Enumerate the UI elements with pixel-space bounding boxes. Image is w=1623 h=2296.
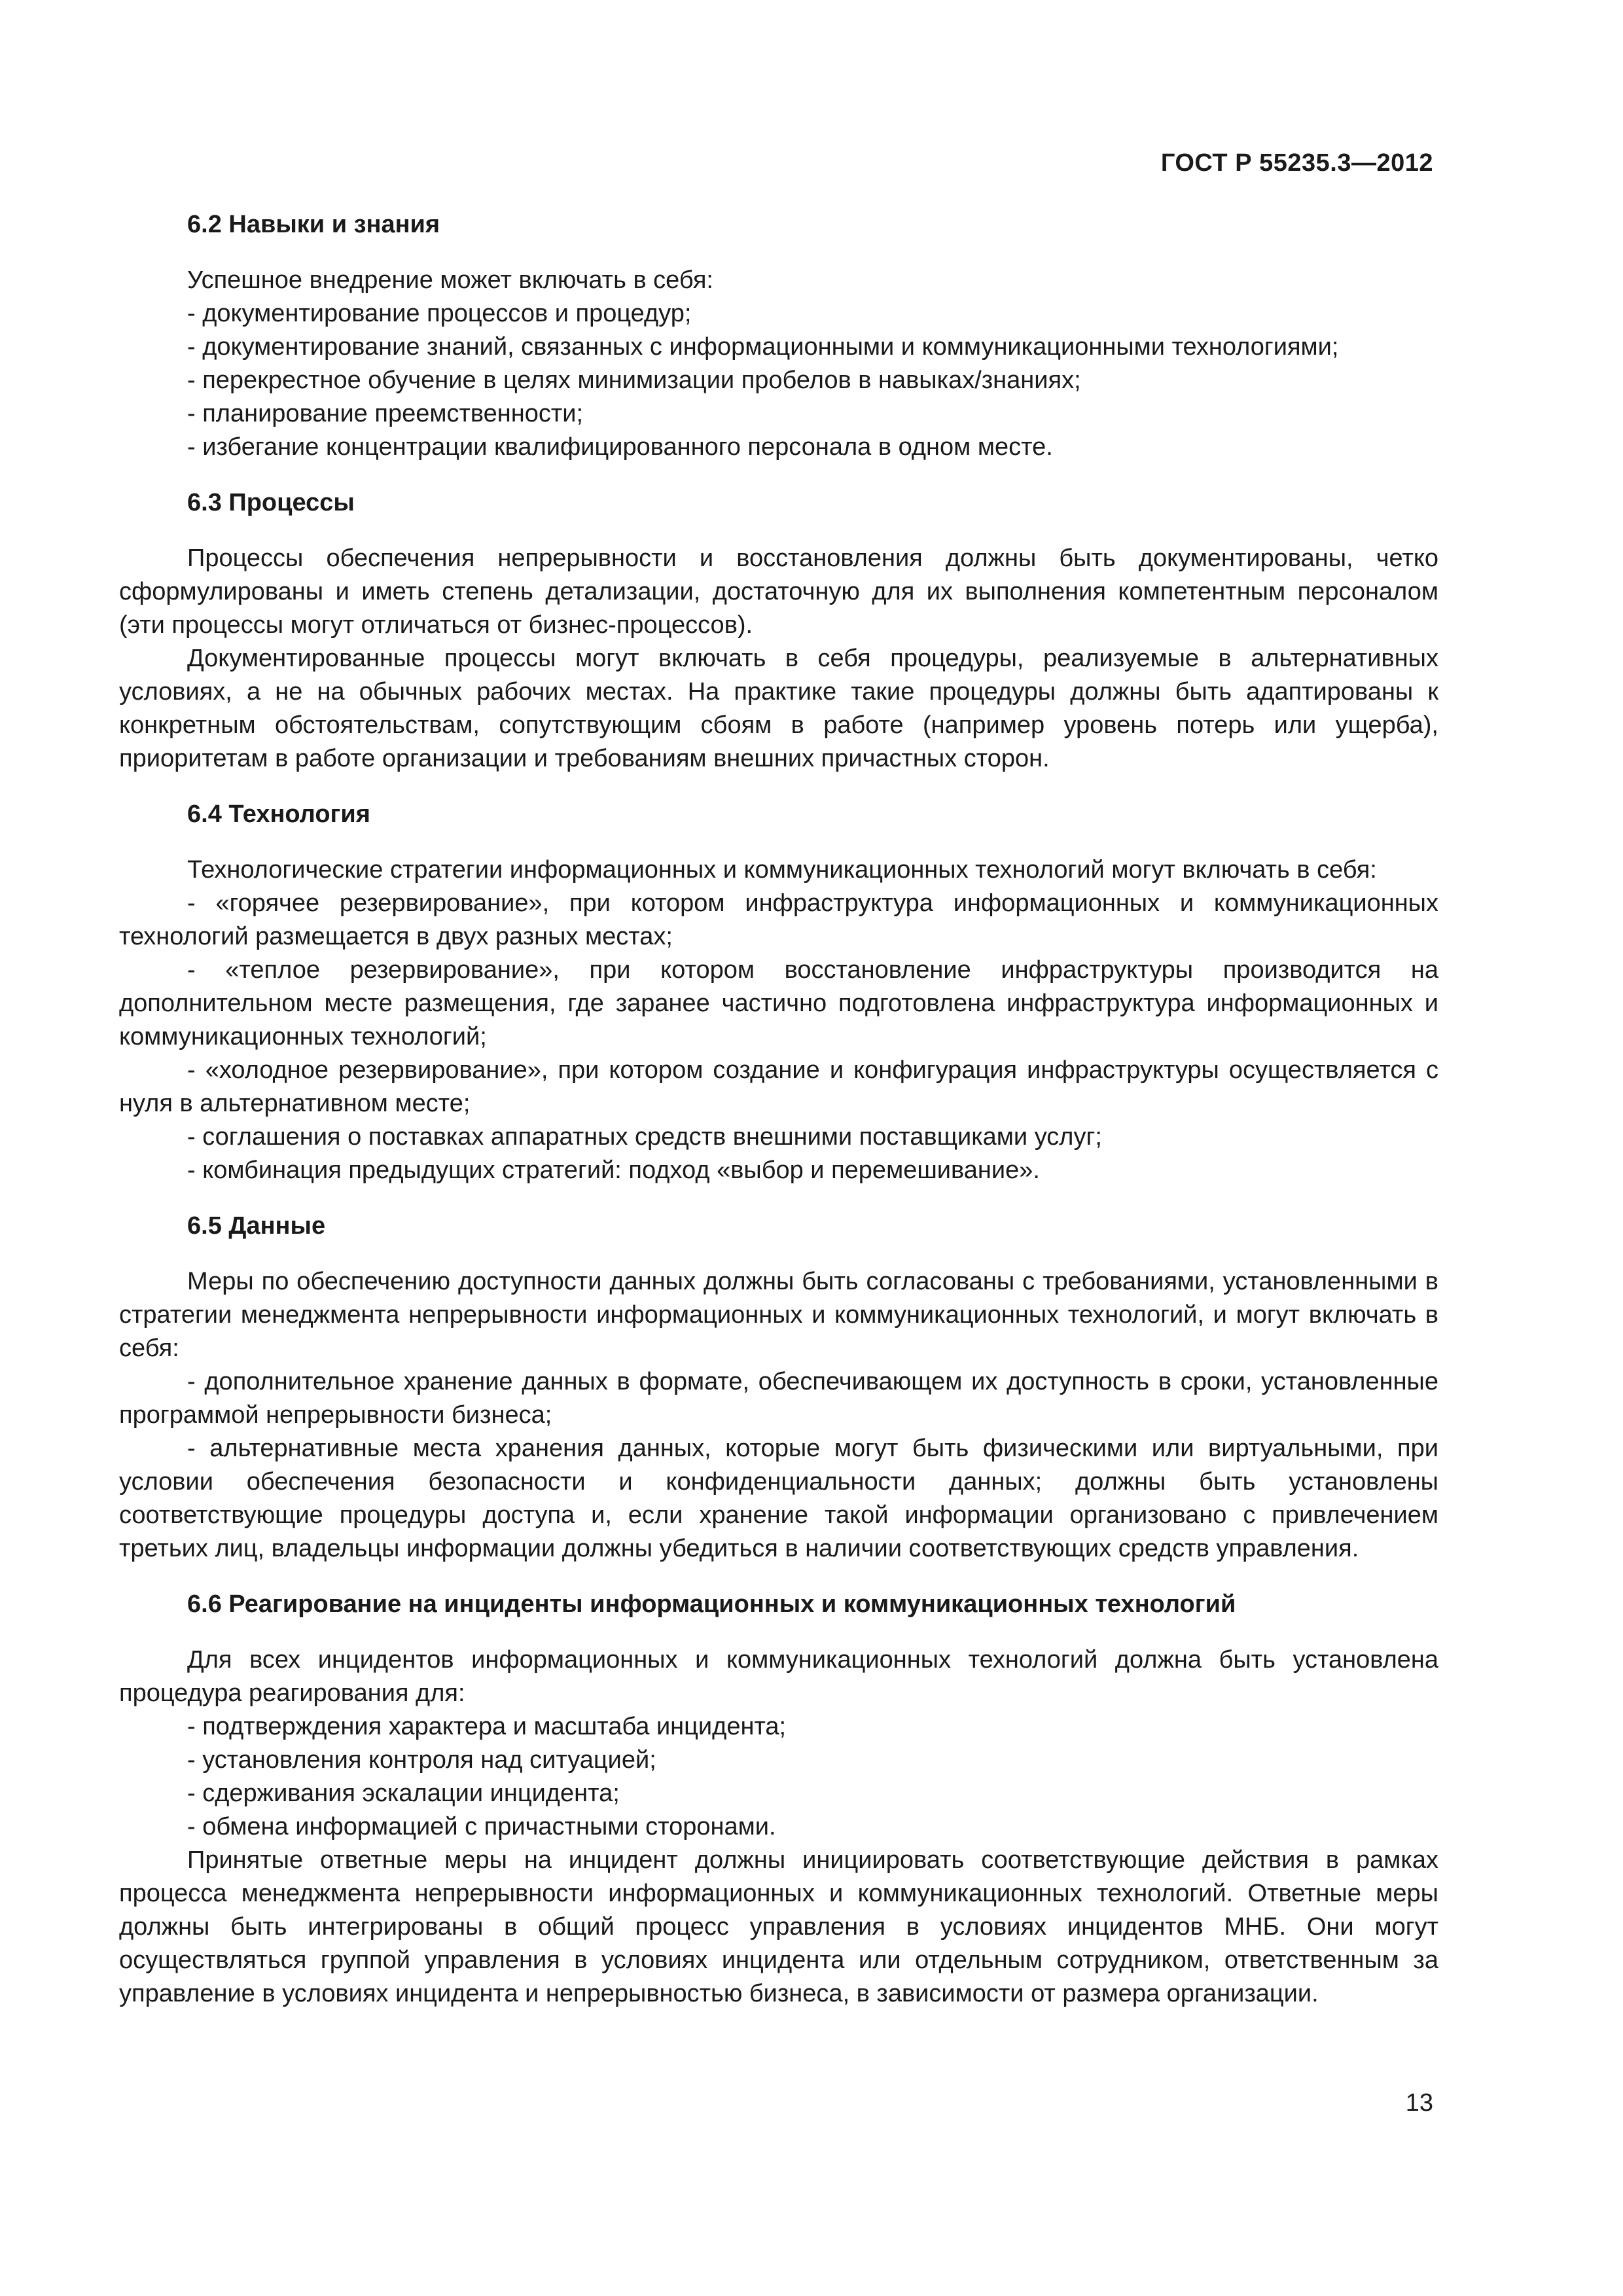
list-item: - «теплое резервирование», при котором восстановление инфраструктуры производится на дополнительном месте размещения, где заранее частично подготовлена инфраструктура информационных и коммуникационных технологий; [119, 956, 1438, 1050]
list-item: - подтверждения характера и масштаба инцидента; [187, 1713, 787, 1740]
section-6-2-intro: Успешное внедрение может включать в себя: [187, 266, 713, 294]
list-item: - комбинация предыдущих стратегий: подход «выбор и перемешивание». [187, 1157, 1040, 1184]
list-item: - документирование знаний, связанных с информационными и коммуникационными технологиями; [187, 333, 1339, 361]
list-item: - документирование процессов и процедур; [187, 300, 692, 327]
list-item: - перекрестное обучение в целях минимизации пробелов в навыках/знаниях; [187, 367, 1081, 394]
list-item: - альтернативные места хранения данных, которые могут быть физическими или виртуальными, при условии обеспечения безопасности и конфиденциальности данных; должны быть установлены соответствующие процедуры доступа и, если хранение такой информации организовано с привлечением третьих лиц, владельцы информации должны убедиться в наличии соответствующих средств управления. [119, 1435, 1438, 1562]
list-item: - обмена информацией с причастными сторонами. [187, 1813, 776, 1840]
section-6-4-title: 6.4 Технология [187, 800, 370, 828]
list-item: - дополнительное хранение данных в формате, обеспечивающем их доступность в сроки, установленные программой непрерывности бизнеса; [119, 1368, 1438, 1429]
list-item: - сдерживания эскалации инцидента; [187, 1780, 620, 1807]
document-code: ГОСТ Р 55235.3—2012 [1160, 149, 1433, 177]
list-item: - установления контроля над ситуацией; [187, 1746, 656, 1774]
page-content [119, 208, 1438, 2011]
page-number: 13 [1405, 2089, 1433, 2117]
list-item: - избегание концентрации квалифицированного персонала в одном месте. [187, 433, 1053, 461]
paragraph: Документированные процессы могут включать в себя процедуры, реализуемые в альтернативных условиях, а не на обычных рабочих местах. На практике такие процедуры должны быть адаптированы к конкретным обстоятельствам, сопутствующим сбоям в работе (например уровень потерь или ущерба), приоритетам в работе организации и требованиям внешних причастных сторон. [119, 645, 1438, 772]
list-item: - «холодное резервирование», при котором создание и конфигурация инфраструктуры осуществляется с нуля в альтернативном месте; [119, 1056, 1438, 1117]
paragraph: Процессы обеспечения непрерывности и восстановления должны быть документированы, четко сформулированы и иметь степень детализации, достаточную для их выполнения компетентным персоналом (эти процессы могут отличаться от бизнес-процессов). [119, 545, 1438, 639]
list-item: - «горячее резервирование», при котором инфраструктура информационных и коммуникационных технологий размещается в двух разных местах; [119, 889, 1438, 950]
section-6-5-intro: Меры по обеспечению доступности данных должны быть согласованы с требованиями, установленными в стратегии менеджмента непрерывности информационных и коммуникационных технологий, и могут включать в себя: [119, 1268, 1438, 1362]
section-6-6-intro: Для всех инцидентов информационных и коммуникационных технологий должна быть установлена процедура реагирования для: [119, 1646, 1438, 1707]
list-item: - соглашения о поставках аппаратных средств внешними поставщиками услуг; [187, 1123, 1102, 1151]
list-item: - планирование преемственности; [187, 400, 584, 427]
section-6-4-intro: Технологические стратегии информационных и коммуникационных технологий могут включать в себя: [187, 856, 1377, 884]
section-6-2-title: 6.2 Навыки и знания [187, 211, 440, 238]
section-6-6-title: 6.6 Реагирование на инциденты информационных и коммуникационных технологий [187, 1590, 1236, 1618]
section-6-5-title: 6.5 Данные [187, 1212, 326, 1240]
section-6-3-title: 6.3 Процессы [187, 489, 355, 516]
paragraph: Принятые ответные меры на инцидент должны инициировать соответствующие действия в рамках процесса менеджмента непрерывности информационных и коммуникационных технологий. Ответные меры должны быть интегрированы в общий процесс управления в условиях инцидентов МНБ. Они могут осуществляться группой управления в условиях инцидента или отдельным сотрудником, ответственным за управление в условиях инцидента и непрерывностью бизнеса, в зависимости от размера организации. [119, 1846, 1438, 2007]
